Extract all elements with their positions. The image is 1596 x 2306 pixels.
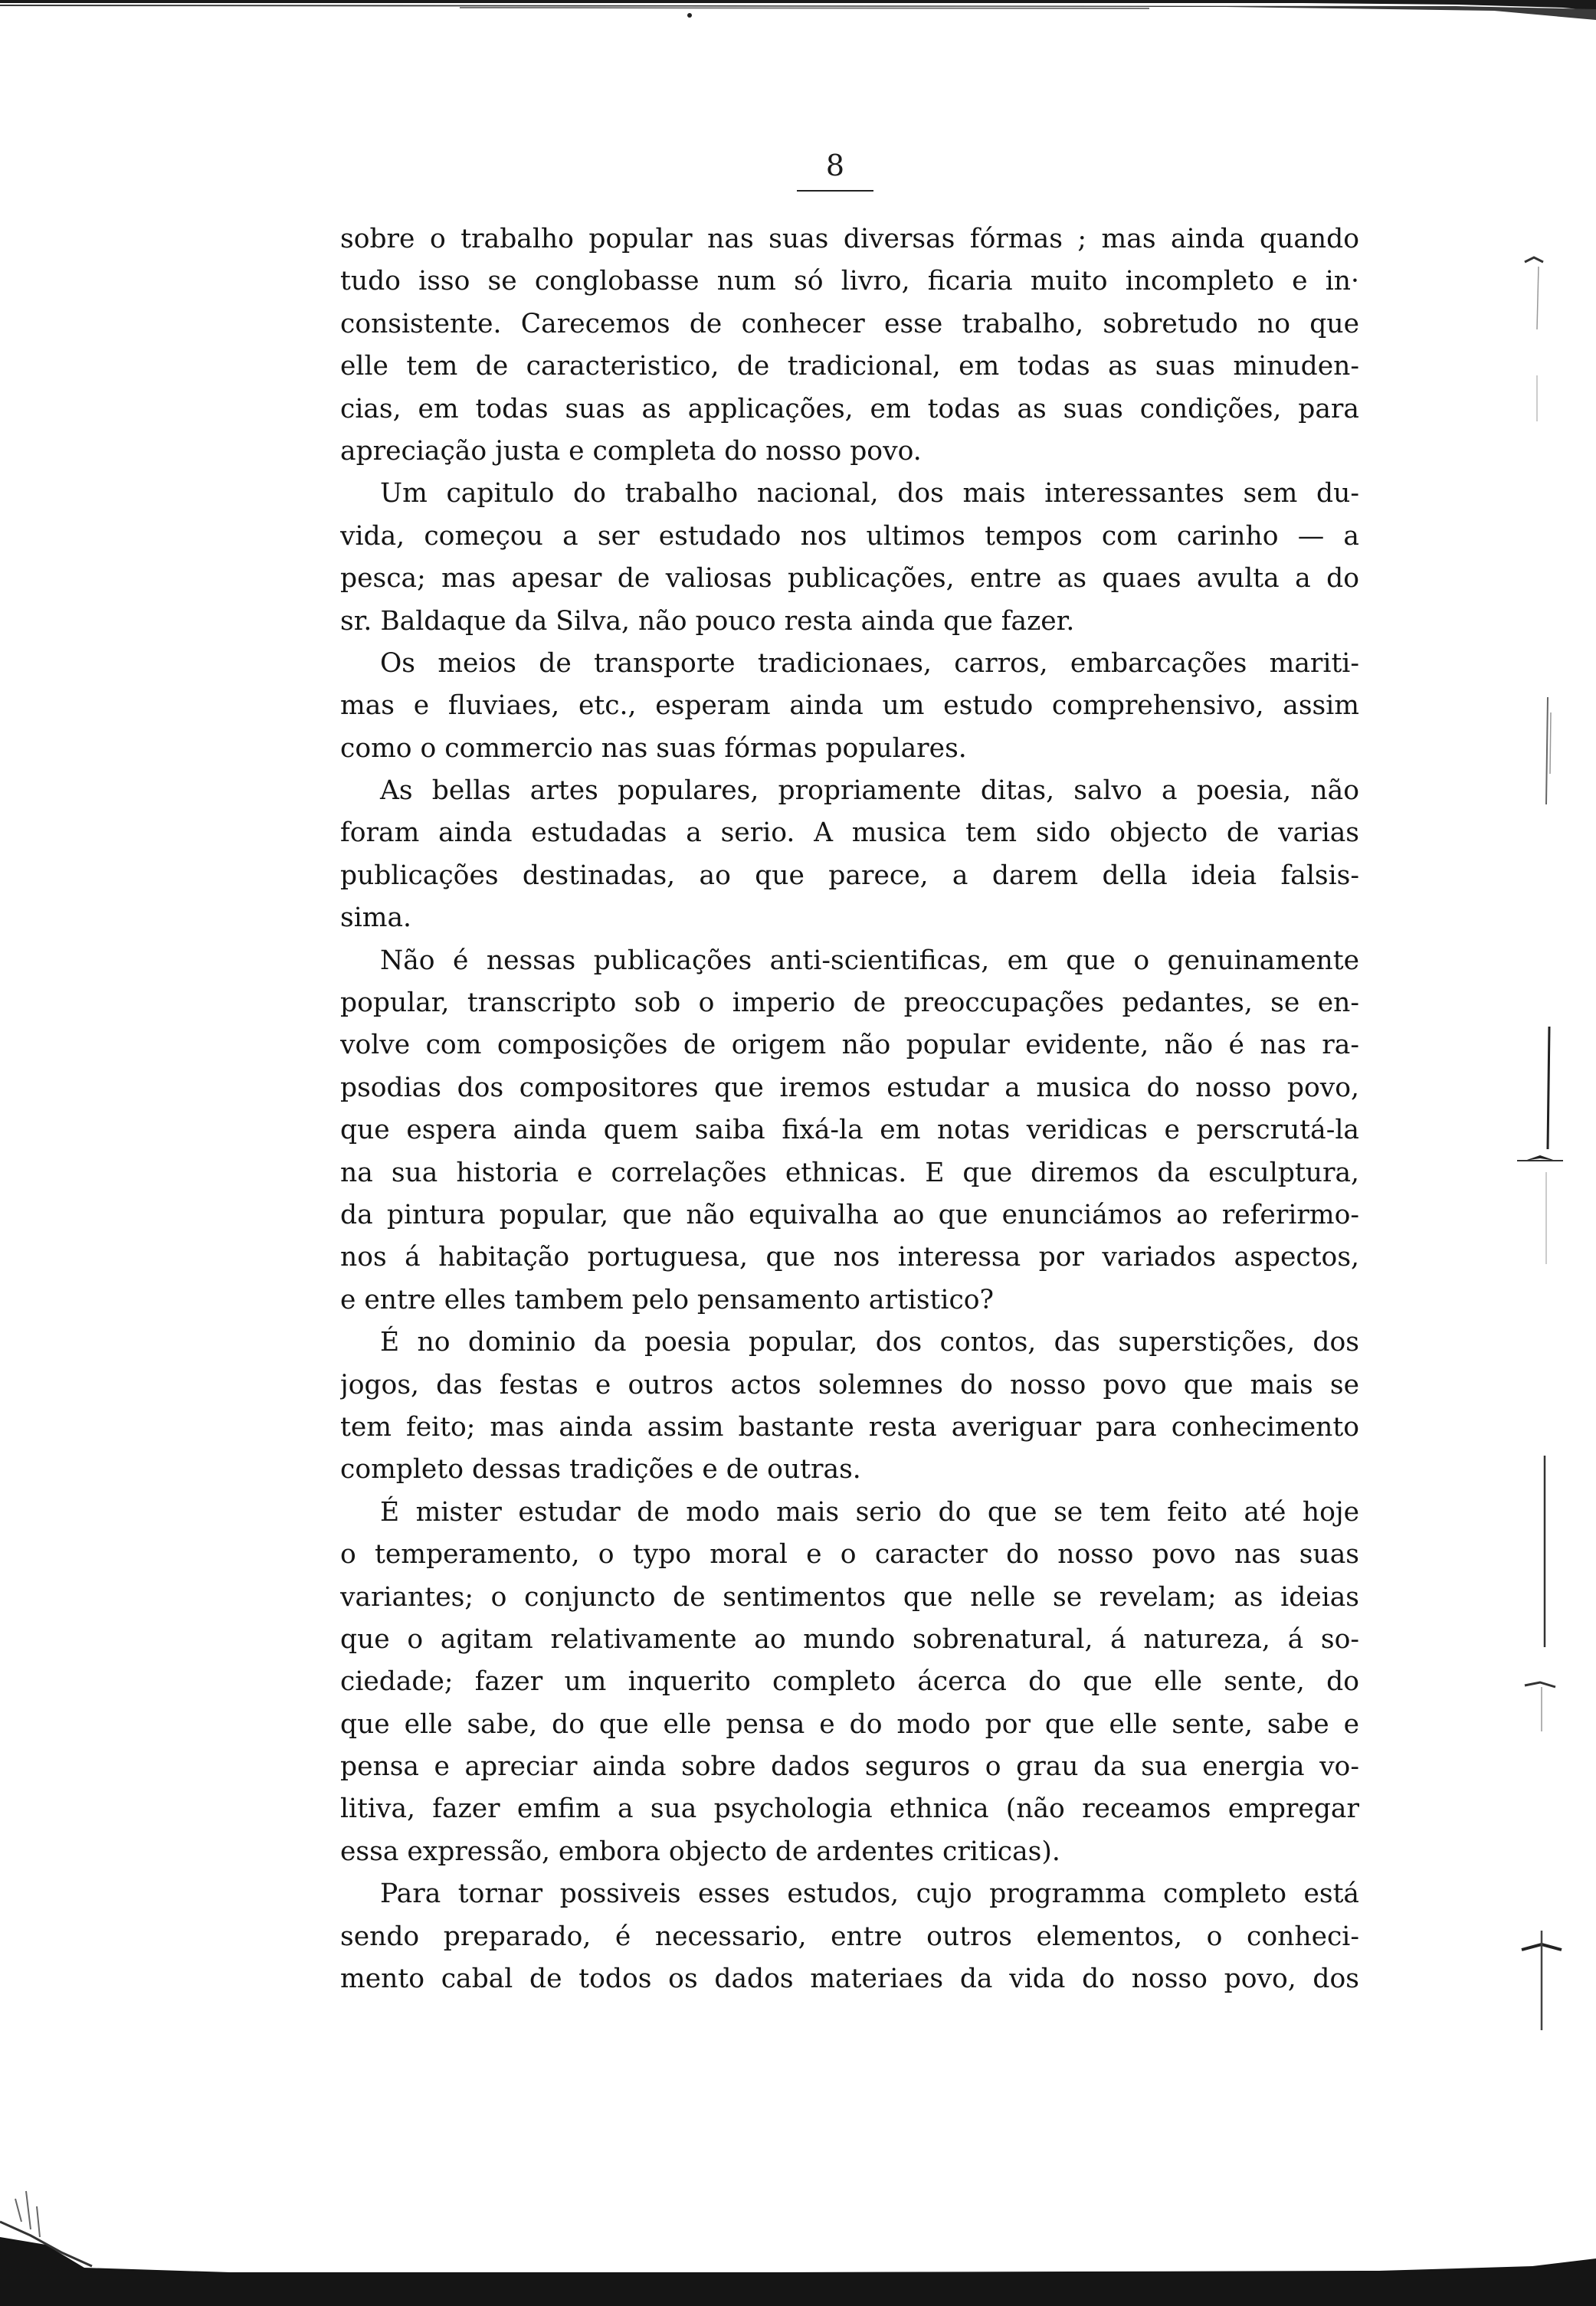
- text-line: litiva, fazer emfim a sua psychologia ethnica (não receamos empregar: [340, 1793, 1359, 1825]
- text-line: tem feito; mas ainda assim bastante resta averiguar para conhecimento: [340, 1411, 1359, 1443]
- text-line: elle tem de caracteristico, de tradicional, em todas as suas minuden-: [340, 351, 1359, 382]
- text-line: volve com composições de origem não popular evidente, não é nas ra-: [340, 1030, 1359, 1061]
- text-line: Para tornar possiveis esses estudos, cujo programma completo está: [380, 1879, 1359, 1910]
- text-line: mento cabal de todos os dados materiaes da vida do nosso povo, dos: [340, 1964, 1359, 1995]
- text-line: vida, começou a ser estudado nos ultimos tempos com carinho — a: [340, 520, 1359, 552]
- text-line: ciedade; fazer um inquerito completo ácerca do que elle sente, do: [340, 1666, 1359, 1698]
- text-line: sobre o trabalho popular nas suas diversas fórmas ; mas ainda quando: [340, 224, 1359, 254]
- text-line: sr. Baldaque da Silva, não pouco resta ainda que fazer.: [340, 605, 1075, 637]
- text-line: Os meios de transporte tradicionaes, carros, embarcações mariti-: [380, 647, 1359, 679]
- text-line: As bellas artes populares, propriamente ditas, salvo a poesia, não: [380, 775, 1359, 807]
- page-number-rule: [797, 190, 873, 192]
- text-line: apreciação justa e completa do nosso povo.: [340, 435, 922, 467]
- text-line: popular, transcripto sob o imperio de preoccupações pedantes, se en-: [340, 988, 1359, 1019]
- text-line: É mister estudar de modo mais serio do que se tem feito até hoje: [380, 1496, 1359, 1528]
- text-line: como o commercio nas suas fórmas populares.: [340, 732, 967, 764]
- text-line: É no dominio da poesia popular, dos contos, das superstições, dos: [380, 1327, 1359, 1358]
- text-line: Um capitulo do trabalho nacional, dos mais interessantes sem du-: [380, 478, 1359, 509]
- text-line: publicações destinadas, ao que parece, a darem della ideia falsis-: [340, 860, 1359, 891]
- text-line: foram ainda estudadas a serio. A musica tem sido objecto de varias: [340, 817, 1359, 849]
- bottom-scan-edge: [0, 2168, 1596, 2306]
- page-number: 8: [825, 149, 845, 182]
- text-line: tudo isso se conglobasse num só livro, ficaria muito incompleto e in·: [340, 266, 1359, 297]
- right-margin-binding-marks: [1494, 192, 1586, 2069]
- text-line: pensa e apreciar ainda sobre dados seguros o grau da sua energia vo-: [340, 1751, 1359, 1783]
- text-line: jogos, das festas e outros actos solemnes do nosso povo que mais se: [340, 1369, 1359, 1400]
- text-line: pesca; mas apesar de valiosas publicações, entre as quaes avulta a do: [340, 563, 1359, 595]
- text-line: o temperamento, o typo moral e o caracter do nosso povo nas suas: [340, 1539, 1359, 1571]
- top-scan-edge: [0, 0, 1596, 23]
- text-line: Não é nessas publicações anti-scientificas, em que o genuinamente: [380, 945, 1359, 976]
- text-line: que elle sabe, do que elle pensa e do modo por que elle sente, sabe e: [340, 1708, 1359, 1740]
- body-text: [340, 218, 1359, 2000]
- text-line: sendo preparado, é necessario, entre outros elementos, o conheci-: [340, 1921, 1359, 1952]
- text-line: completo dessas tradições e de outras.: [340, 1454, 861, 1485]
- text-line: nos á habitação portuguesa, que nos interessa por variados aspectos,: [340, 1242, 1359, 1273]
- text-line: sima.: [340, 902, 411, 934]
- text-line: variantes; o conjuncto de sentimentos que nelle se revelam; as ideias: [340, 1581, 1359, 1613]
- text-line: mas e fluviaes, etc., esperam ainda um estudo comprehensivo, assim: [340, 690, 1359, 722]
- text-line: da pintura popular, que não equivalha ao que enunciámos ao referirmo-: [340, 1199, 1359, 1230]
- text-line: e entre elles tambem pelo pensamento artistico?: [340, 1284, 995, 1315]
- text-line: psodias dos compositores que iremos estudar a musica do nosso povo,: [340, 1072, 1359, 1103]
- text-line: essa expressão, embora objecto de ardentes criticas).: [340, 1836, 1060, 1867]
- text-line: cias, em todas suas as applicações, em todas as suas condições, para: [340, 393, 1359, 424]
- page-header: [782, 150, 889, 192]
- text-line: que o agitam relativamente ao mundo sobrenatural, á natureza, á so-: [340, 1623, 1359, 1655]
- text-line: na sua historia e correlações ethnicas. E que diremos da esculptura,: [340, 1157, 1359, 1188]
- text-line: consistente. Carecemos de conhecer esse trabalho, sobretudo no que: [340, 308, 1359, 339]
- text-line: que espera ainda quem saiba fixá-la em notas veridicas e perscrutá-la: [340, 1115, 1359, 1146]
